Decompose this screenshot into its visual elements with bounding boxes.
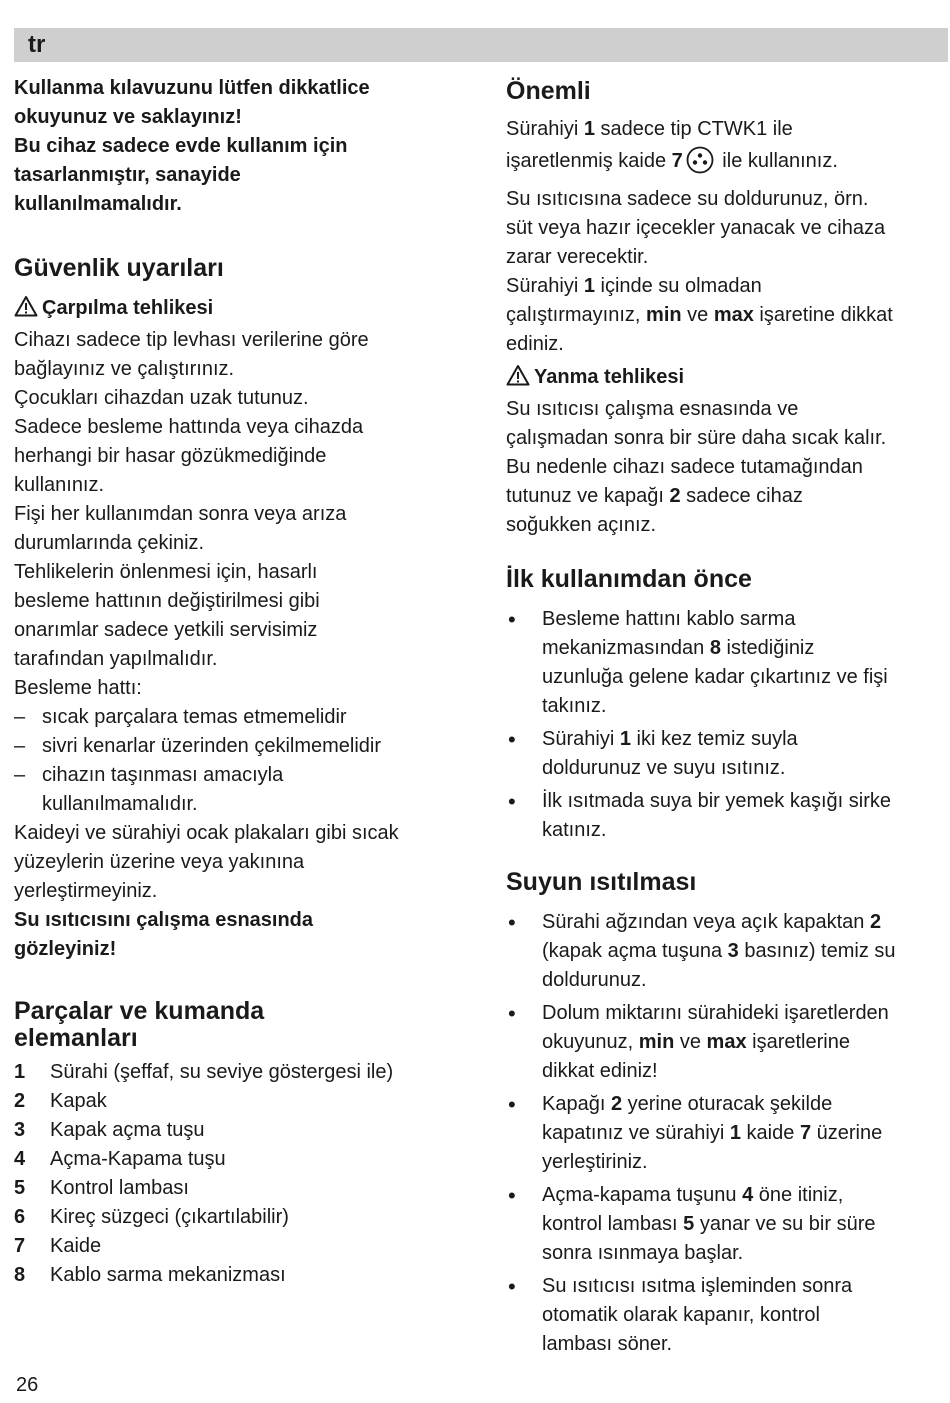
text-line: işaretlenmiş kaide 7 ile kullanınız. — [506, 144, 950, 185]
shock-hazard-text — [14, 326, 474, 703]
text-line: zarar verecektir. — [506, 246, 649, 268]
part-item — [14, 1261, 474, 1290]
list-item: • İlk ısıtmada suya bir yemek kaşığı sirke katınız. — [506, 787, 950, 845]
intro-line: Kullanma kılavuzunu lütfen dikkatlice — [14, 77, 370, 99]
part-item — [14, 1116, 474, 1145]
part-item — [14, 1087, 474, 1116]
text-line: durumlarında çekiniz. — [14, 532, 205, 554]
text-line: besleme hattının değiştirilmesi gibi — [14, 590, 320, 612]
text-line: Çocukları cihazdan uzak tutunuz. — [14, 387, 309, 409]
text-line: Sadece besleme hattında veya cihazda — [14, 416, 364, 438]
important-text — [506, 115, 950, 359]
part-label: Kaide — [50, 1235, 102, 1257]
text-line: yerleştirmeyiniz. — [14, 880, 158, 902]
warning-triangle-icon — [14, 295, 42, 326]
part-label: Kireç süzgeci (çıkartılabilir) — [50, 1206, 289, 1228]
language-header-bar — [14, 28, 948, 62]
text-line: süt veya hazır içecekler yanacak ve cihaza — [506, 217, 886, 239]
item-line: cihazın taşınması amacıyla — [42, 764, 284, 786]
part-number: 7 — [14, 1235, 26, 1257]
warning-triangle-icon — [506, 364, 534, 395]
part-label: Sürahi (şeffaf, su seviye göstergesi ile) — [50, 1061, 394, 1083]
heating-list — [506, 908, 950, 1359]
first-use-list — [506, 605, 950, 845]
text-line: yüzeylerin üzerine veya yakınına — [14, 851, 305, 873]
part-item — [14, 1203, 474, 1232]
page-number: 26 — [16, 1374, 39, 1396]
heating-heading: Suyun ısıtılması — [506, 868, 697, 896]
list-item: • Besleme hattını kablo sarma mekanizmasından 8 istediğiniz uzunluğa gelene kadar çıkartınız ve fişi takınız. — [506, 605, 950, 721]
item-line: kullanılmamalıdır. — [42, 793, 198, 815]
burn-hazard-text — [506, 395, 950, 540]
important-heading: Önemli — [506, 77, 591, 105]
intro-line: Bu cihaz sadece evde kullanım için — [14, 135, 348, 157]
burn-hazard-title: Yanma tehlikesi — [534, 366, 685, 388]
part-label: Kapak — [50, 1090, 107, 1112]
text-line: Besleme hattı: — [14, 677, 142, 699]
shock-hazard-heading — [14, 294, 474, 326]
list-item: • Dolum miktarını sürahideki işaretlerden okuyunuz, min ve max işaretlerine dikkat ediniz! — [506, 999, 950, 1086]
text-line: Bu nedenle cihazı sadece tutamağından — [506, 456, 863, 478]
part-item — [14, 1232, 474, 1261]
list-item: • Açma-kapama tuşunu 4 öne itiniz, kontrol lambası 5 yanar ve su bir süre sonra ısınmaya başlar. — [506, 1181, 950, 1268]
safety-heading: Güvenlik uyarıları — [14, 254, 224, 282]
text-line: çalıştırmayınız, min ve max işaretine dikkat — [506, 304, 893, 326]
part-item — [14, 1174, 474, 1203]
list-item: – sivri kenarlar üzerinden çekilmemelidir — [14, 732, 474, 761]
text-line: Su ısıtıcısına sadece su doldurunuz, örn. — [506, 188, 869, 210]
list-item: • Sürahiyi 1 iki kez temiz suyla doldurunuz ve suyu ısıtınız. — [506, 725, 950, 783]
text-line: onarımlar sadece yetkili servisimiz — [14, 619, 318, 641]
intro-notice — [14, 74, 474, 219]
text-line: çalışmadan sonra bir süre daha sıcak kalır. — [506, 427, 887, 449]
intro-line: okuyunuz ve saklayınız! — [14, 106, 242, 128]
part-number: 8 — [14, 1264, 26, 1286]
text-line: Sürahiyi 1 içinde su olmadan — [506, 275, 762, 297]
text-line: soğukken açınız. — [506, 514, 657, 536]
part-number: 2 — [14, 1090, 26, 1112]
parts-list — [14, 1058, 474, 1290]
part-item — [14, 1145, 474, 1174]
part-item — [14, 1058, 474, 1087]
parts-heading: Parçalar ve kumanda elemanları — [14, 997, 265, 1052]
text-line: Su ısıtıcısı çalışma esnasında ve — [506, 398, 799, 420]
list-item — [14, 761, 474, 819]
text-line: Su ısıtıcısını çalışma esnasında — [14, 909, 314, 931]
language-code: tr — [28, 31, 46, 58]
part-number: 5 — [14, 1177, 26, 1199]
intro-line: tasarlanmıştır, sanayide — [14, 164, 241, 186]
text-line: Kaideyi ve sürahiyi ocak plakaları gibi sıcak — [14, 822, 399, 844]
cable-warning-list — [14, 703, 474, 819]
part-label: Kablo sarma mekanizması — [50, 1264, 286, 1286]
list-item: • Kapağı 2 yerine oturacak şekilde kapatınız ve sürahiyi 1 kaide 7 üzerine yerleştiriniz. — [506, 1090, 950, 1177]
text-line: gözleyiniz! — [14, 938, 117, 960]
part-number: 1 — [14, 1061, 26, 1083]
text-line: tutunuz ve kapağı 2 sadece cihaz — [506, 485, 803, 507]
shock-hazard-title: Çarpılma tehlikesi — [42, 297, 214, 319]
text-line: kullanınız. — [14, 474, 105, 496]
text-line: Tehlikelerin önlenmesi için, hasarlı — [14, 561, 318, 583]
first-use-heading: İlk kullanımdan önce — [506, 565, 752, 593]
left-column — [14, 74, 474, 1290]
text-line: tarafından yapılmalıdır. — [14, 648, 218, 670]
text-line: Fişi her kullanımdan sonra veya arıza — [14, 503, 347, 525]
right-column — [506, 74, 950, 1363]
placement-warning — [14, 819, 474, 906]
text-line: bağlayınız ve çalıştırınız. — [14, 358, 235, 380]
burn-hazard-heading — [506, 363, 950, 395]
list-item: – sıcak parçalara temas etmemelidir — [14, 703, 474, 732]
text-line: Sürahiyi 1 sadece tip CTWK1 ile — [506, 118, 793, 140]
watch-warning — [14, 906, 474, 964]
part-number: 3 — [14, 1119, 26, 1141]
part-label: Kapak açma tuşu — [50, 1119, 205, 1141]
text-line: Cihazı sadece tip levhası verilerine göre — [14, 329, 369, 351]
part-label: Kontrol lambası — [50, 1177, 189, 1199]
list-item: • Su ısıtıcısı ısıtma işleminden sonra otomatik olarak kapanır, kontrol lambası söner. — [506, 1272, 950, 1359]
part-number: 4 — [14, 1148, 26, 1170]
intro-line: kullanılmamalıdır. — [14, 193, 182, 215]
text-line: herhangi bir hasar gözükmediğinde — [14, 445, 327, 467]
part-label: Açma-Kapama tuşu — [50, 1148, 226, 1170]
list-item: • Sürahi ağzından veya açık kapaktan 2 (kapak açma tuşuna 3 basınız) temiz su doldurunuz. — [506, 908, 950, 995]
part-number: 6 — [14, 1206, 26, 1228]
text-line: ediniz. — [506, 333, 564, 355]
base-symbol-icon — [685, 146, 715, 185]
